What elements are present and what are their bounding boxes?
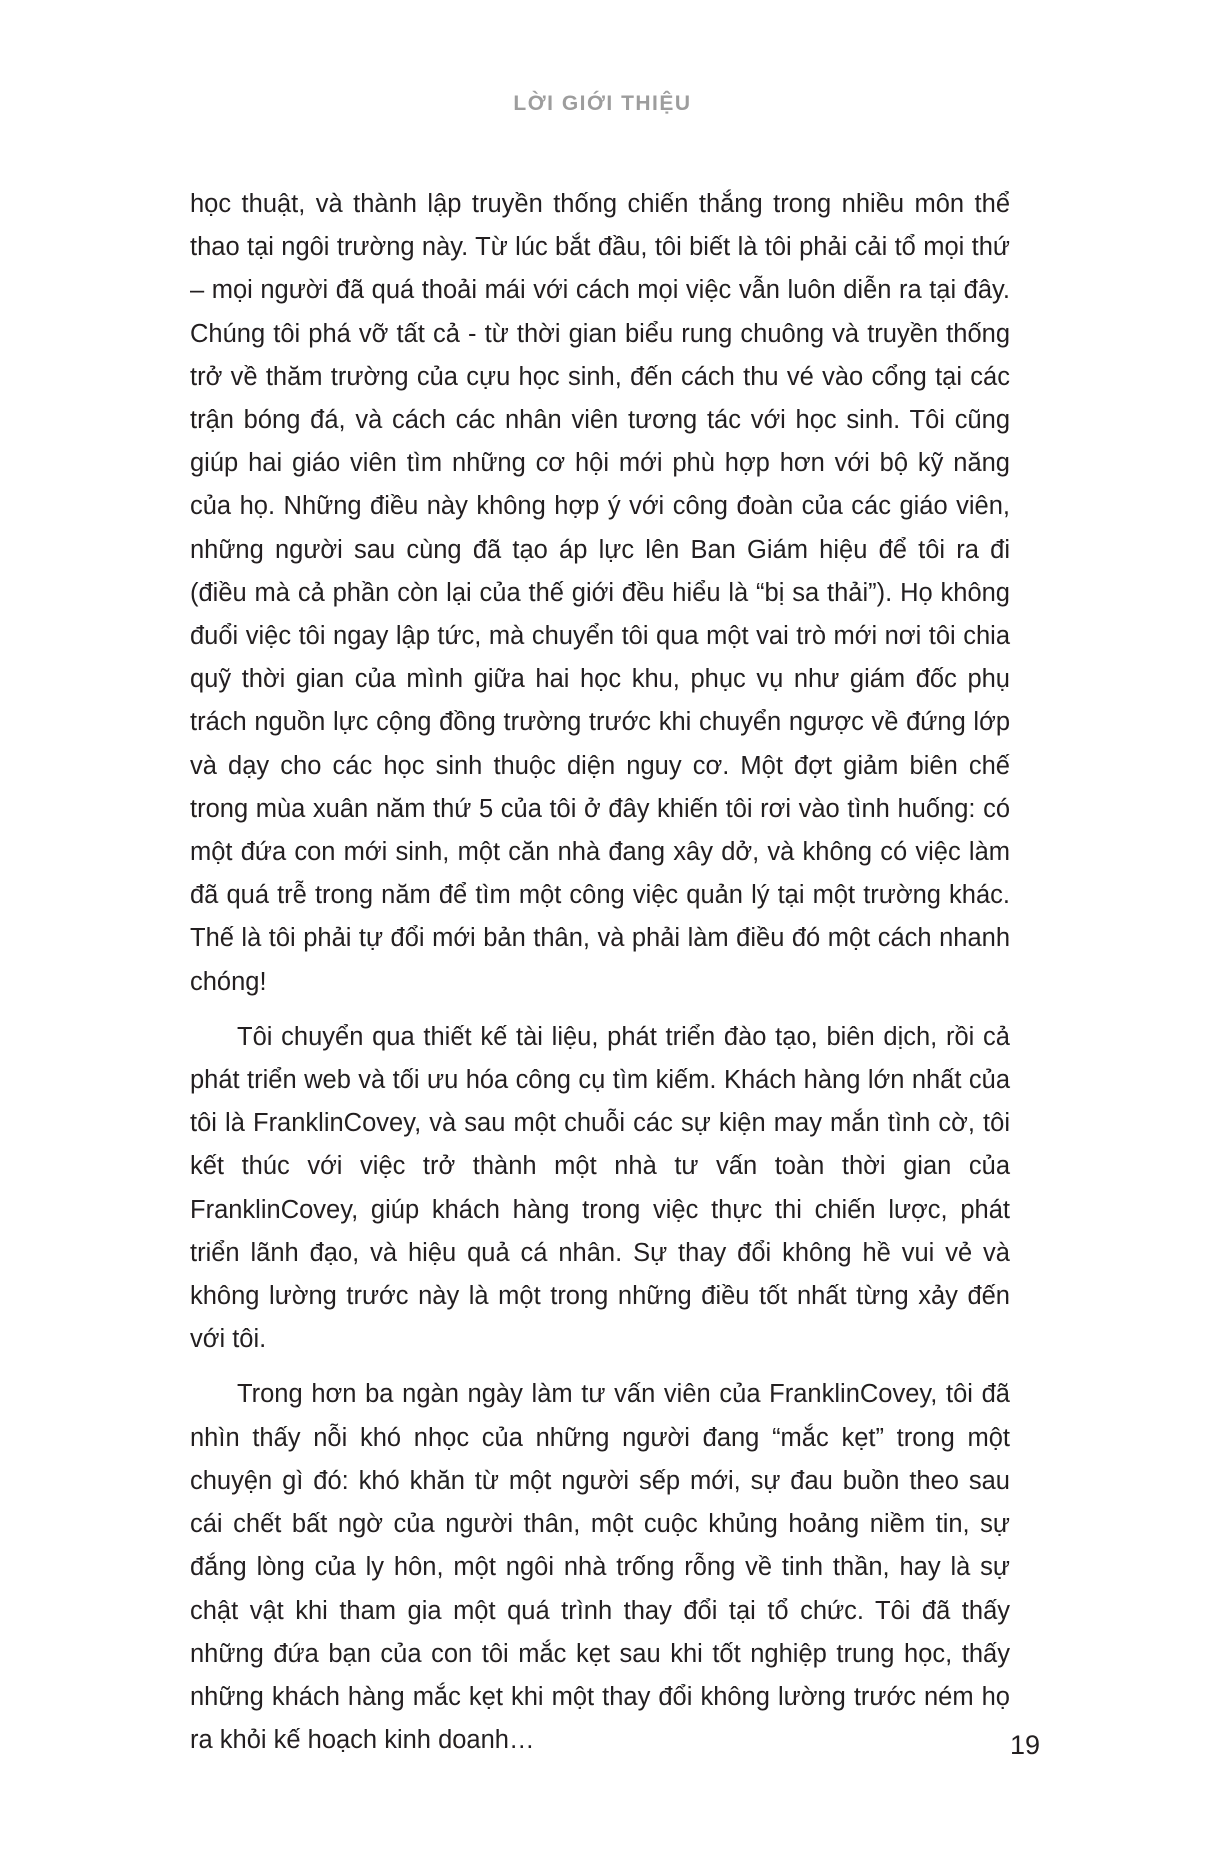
body-text: [190, 183, 1010, 1774]
running-header: LỜI GIỚI THIỆU: [513, 92, 692, 115]
paragraph-continuation: học thuật, và thành lập truyền thống chiến thắng trong nhiều môn thể thao tại ngôi trường này. Từ lúc bắt đầu, tôi biết là tôi phải cải tổ mọi thứ – mọi người đã quá thoải mái với cách mọi việc vẫn luôn diễn ra tại đây. Chúng tôi phá vỡ tất cả - từ thời gian biểu rung chuông và truyền thống trở về thăm trường của cựu học sinh, đến cách thu vé vào cổng tại các trận bóng đá, và cách các nhân viên tương tác với học sinh. Tôi cũng giúp hai giáo viên tìm những cơ hội mới phù hợp hơn với bộ kỹ năng của họ. Những điều này không hợp ý với công đoàn của các giáo viên, những người sau cùng đã tạo áp lực lên Ban Giám hiệu để tôi ra đi (điều mà cả phần còn lại của thế giới đều hiểu là “bị sa thải”). Họ không đuổi việc tôi ngay lập tức, mà chuyển tôi qua một vai trò mới nơi tôi chia quỹ thời gian của mình giữa hai học khu, phục vụ như giám đốc phụ trách nguồn lực cộng đồng trường trước khi chuyển ngược về đứng lớp và dạy cho các học sinh thuộc diện nguy cơ. Một đợt giảm biên chế trong mùa xuân năm thứ 5 của tôi ở đây khiến tôi rơi vào tình huống: có một đứa con mới sinh, một căn nhà đang xây dở, và không có việc làm đã quá trễ trong năm để tìm một công việc quản lý tại một trường khác. Thế là tôi phải tự đổi mới bản thân, và phải làm điều đó một cách nhanh chóng!: [190, 190, 1010, 996]
page-number: 19: [1009, 1730, 1040, 1760]
paragraph: Trong hơn ba ngàn ngày làm tư vấn viên của FranklinCovey, tôi đã nhìn thấy nỗi khó nhọc của những người đang “mắc kẹt” trong một chuyện gì đó: khó khăn từ một người sếp mới, sự đau buồn theo sau cái chết bất ngờ của người thân, một cuộc khủng hoảng niềm tin, sự đắng lòng của ly hôn, một ngôi nhà trống rỗng về tinh thần, hay là sự chật vật khi tham gia một quá trình thay đổi tại tổ chức. Tôi đã thấy những đứa bạn của con tôi mắc kẹt sau khi tốt nghiệp trung học, thấy những khách hàng mắc kẹt khi một thay đổi không lường trước ném họ ra khỏi kế hoạch kinh doanh…: [190, 1380, 1010, 1755]
paragraph: Tôi chuyển qua thiết kế tài liệu, phát triển đào tạo, biên dịch, rồi cả phát triển web và tối ưu hóa công cụ tìm kiếm. Khách hàng lớn nhất của tôi là FranklinCovey, và sau một chuỗi các sự kiện may mắn tình cờ, tôi kết thúc với việc trở thành một nhà tư vấn toàn thời gian của FranklinCovey, giúp khách hàng trong việc thực thi chiến lược, phát triển lãnh đạo, và hiệu quả cá nhân. Sự thay đổi không hề vui vẻ và không lường trước này là một trong những điều tốt nhất từng xảy đến với tôi.: [190, 1022, 1010, 1354]
